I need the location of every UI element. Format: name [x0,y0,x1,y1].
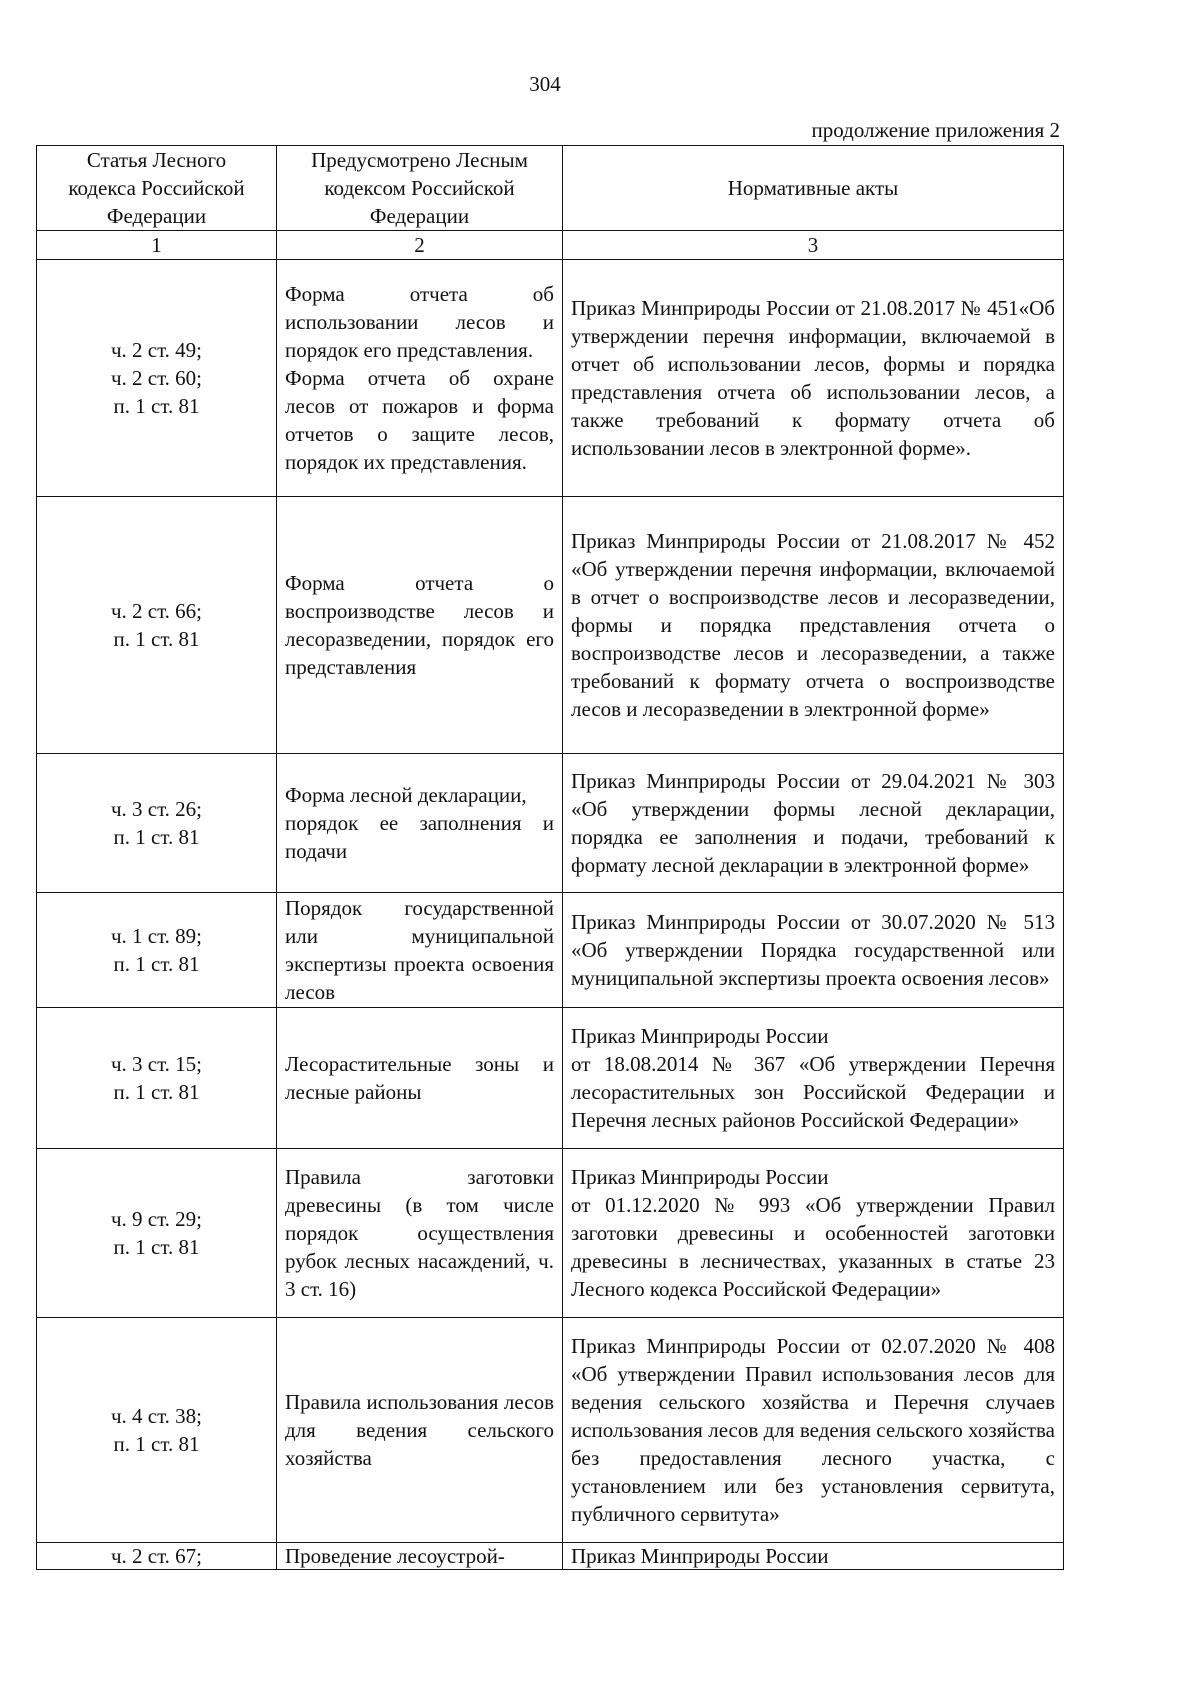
cell-text-line: Приказ Минприроды России от 02.07.2020 № 408 «Об утверждении Правил использования лесов для ведения сельского хозяйства и Перечня случаев использования лесов для ведения сельского хозяйства без предоставления лесного участка, с установлением или без установления сервитута, публичного сервитута» [571,1334,1055,1526]
cell-text-line: ч. 2 ст. 49; [110,338,203,362]
cell-text-line: Порядок государственной или муниципальной экспертизы проекта освоения лесов [285,896,554,1004]
cell-text-line: Приказ Минприроды России от 29.04.2021 № 303 «Об утверждении формы лесной декларации, порядка ее заполнения и подачи, требований к формату лесной декларации в электронной форме» [571,769,1055,877]
provision-cell [277,893,563,1008]
act-cell [563,893,1064,1008]
table-row [37,1318,1064,1543]
table-row [37,893,1064,1008]
cell-text-line: Форма отчета об использовании лесов и порядок его представления. [285,282,554,362]
cell-text-line: п. 1 ст. 81 [113,627,200,651]
cell-text-line: Форма отчета об охране лесов от пожаров и форма отчетов о защите лесов, порядок их представления. [285,366,554,474]
page-number: 304 [529,72,561,96]
cell-text-line: п. 1 ст. 81 [113,825,200,849]
table-header-row [37,146,1064,231]
cell-text-line: Приказ Минприроды России от 30.07.2020 № 513 «Об утверждении Порядка государственной или муниципальной экспертизы проекта освоения лесов» [571,910,1055,990]
column-numbers-row [37,231,1064,260]
article-cell [37,1543,277,1570]
header-acts: Нормативные акты [563,146,1064,231]
column-number: 3 [563,231,1064,260]
column-number: 1 [37,231,277,260]
cell-text-line: Форма отчета о воспроизводстве лесов и лесоразведении, порядок его представления [285,571,554,679]
act-cell [563,1543,1064,1570]
provision-cell [277,1543,563,1570]
column-number: 2 [277,231,563,260]
header-provision: Предусмотрено Лесным кодексом Российской Федерации [277,146,563,231]
cell-text-line: Форма лесной декларации, [285,783,527,807]
cell-text-line: Приказ Минприроды России [571,1165,829,1189]
cell-text-line: ч. 1 ст. 89; [110,924,203,948]
article-cell [37,754,277,893]
article-cell [37,893,277,1008]
cell-text-line: п. 1 ст. 81 [113,952,200,976]
provision-cell [277,1149,563,1318]
article-cell [37,1318,277,1543]
provision-cell [277,260,563,497]
cell-text-line: от 18.08.2014 № 367 «Об утверждении Перечня лесорастительных зон Российской Федерации и Перечня лесных районов Российской Федерации» [571,1052,1055,1132]
cell-text-line: Лесорастительные зоны и лесные районы [285,1052,554,1104]
cell-text-line: ч. 2 ст. 60; [110,366,203,390]
cell-text-line: п. 1 ст. 81 [113,394,200,418]
article-cell [37,1149,277,1318]
act-cell [563,1318,1064,1543]
table-row [37,1008,1064,1149]
cell-text-line: Правила использования лесов для ведения сельского хозяйства [285,1390,554,1470]
act-cell [563,1149,1064,1318]
cell-text-line: Приказ Минприроды России [571,1544,829,1568]
appendix-caption: продолжение приложения 2 [811,118,1060,142]
act-cell [563,754,1064,893]
article-cell [37,260,277,497]
table-row [37,1149,1064,1318]
provision-cell [277,754,563,893]
cell-text-line: Приказ Минприроды России [571,1024,829,1048]
cell-text-line: ч. 3 ст. 26; [110,797,203,821]
act-cell [563,497,1064,754]
cell-text-line: от 01.12.2020 № 993 «Об утверждении Правил заготовки древесины и особенностей заготовки древесины в лесничествах, указанных в статье 23 Лесного кодекса Российской Федерации» [571,1193,1055,1301]
header-article: Статья Лесного кодекса Российской Федерации [37,146,277,231]
cell-text-line: Приказ Минприроды России от 21.08.2017 № 452 «Об утверждении перечня информации, включаемой в отчет о воспроизводстве лесов и лесоразведении, формы и порядка представления отчета о воспроизводстве лесов и лесоразведении, а также требований к формату отчета о воспроизводстве лесов и лесоразведении в электронной форме» [571,529,1055,721]
cell-text-line: порядок ее заполнения и подачи [285,811,554,863]
cell-text-line: Приказ Минприроды России от 21.08.2017 № 451«Об утверждении перечня информации, включаемой в отчет об использовании лесов, формы и порядка представления отчета об использовании лесов, а также требований к формату отчета об использовании лесов в электронной форме». [571,296,1055,460]
table-row [37,754,1064,893]
cell-text-line: п. 1 ст. 81 [113,1235,200,1259]
cell-text-line: Проведение лесоустрой- [285,1544,505,1568]
article-cell [37,497,277,754]
table-row [37,260,1064,497]
cell-text-line: ч. 4 ст. 38; [110,1404,203,1428]
cell-text-line: ч. 2 ст. 66; [110,599,203,623]
cell-text-line: п. 1 ст. 81 [113,1080,200,1104]
cell-text-line: п. 1 ст. 81 [113,1432,200,1456]
provision-cell [277,497,563,754]
article-cell [37,1008,277,1149]
cell-text-line: ч. 3 ст. 15; [110,1052,203,1076]
act-cell [563,1008,1064,1149]
provision-cell [277,1318,563,1543]
cell-text-line: ч. 9 ст. 29; [110,1207,203,1231]
table-row [37,497,1064,754]
provision-cell [277,1008,563,1149]
act-cell [563,260,1064,497]
cell-text-line: Правила заготовки древесины (в том числе порядок осуществления рубок лесных насаждений, ч. 3 ст. 16) [285,1165,554,1301]
table-row [37,1543,1064,1570]
cell-text-line: ч. 2 ст. 67; [110,1544,203,1568]
regulations-table [36,145,1064,1570]
